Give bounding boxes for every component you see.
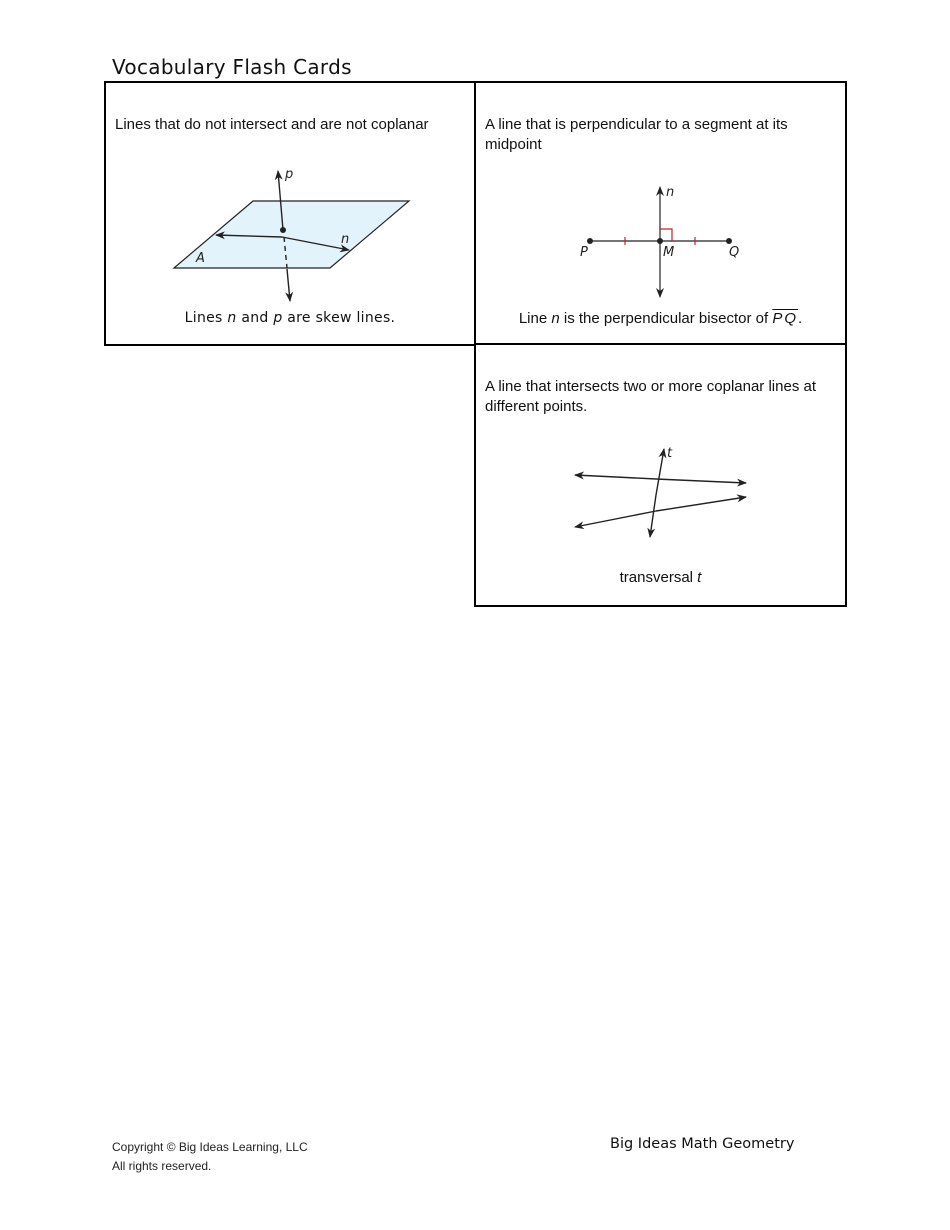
label-p: P xyxy=(580,245,588,260)
plane-a xyxy=(174,201,409,268)
flash-card-skew-lines xyxy=(104,81,476,346)
label-plane-a: A xyxy=(196,251,205,266)
caption-text-1: Line xyxy=(518,310,552,327)
rights-text: All rights reserved. xyxy=(112,1159,212,1173)
line-t-down xyxy=(650,495,656,537)
label-p: p xyxy=(285,167,294,182)
label-n: n xyxy=(666,185,675,200)
copyright-text: Copyright © Big Ideas Learning, LLC xyxy=(112,1140,308,1154)
line-t-up xyxy=(656,449,664,495)
skew-lines-diagram xyxy=(106,83,474,344)
caption-text-2: and xyxy=(236,310,274,326)
caption-text-3: are skew lines. xyxy=(282,310,396,326)
flash-card-perpendicular-bisector xyxy=(474,81,847,346)
line-p-lower xyxy=(287,269,290,301)
caption-var-p: p xyxy=(273,310,283,326)
definition-perpendicular-bisector: A line that is perpendicular to a segment at its midpoint xyxy=(485,116,788,153)
perpendicular-bisector-diagram xyxy=(476,83,845,344)
footer-copyright xyxy=(112,1138,308,1176)
caption-text-1: Lines xyxy=(184,310,228,326)
caption-text-3: . xyxy=(798,310,803,327)
transversal-diagram xyxy=(476,345,845,605)
caption-skew-lines xyxy=(106,310,474,326)
point-q xyxy=(726,238,732,244)
label-t: t xyxy=(667,446,673,461)
footer-book-title: Big Ideas Math Geometry xyxy=(610,1136,795,1152)
definition-transversal: A line that intersects two or more coplanar lines at different points. xyxy=(485,378,816,415)
caption-transversal xyxy=(476,569,845,586)
line-bottom-right xyxy=(656,497,746,511)
point-p xyxy=(587,238,593,244)
caption-perpendicular-bisector xyxy=(476,310,845,327)
caption-text-2: is the perpendicular bisector of xyxy=(559,310,773,327)
line-top-left xyxy=(575,475,656,479)
label-q: Q xyxy=(729,245,740,260)
definition-skew-lines: Lines that do not intersect and are not coplanar xyxy=(115,116,429,133)
point-intersection-p xyxy=(280,227,286,233)
caption-var-t: t xyxy=(697,569,702,586)
point-m xyxy=(657,238,663,244)
caption-var-n: n xyxy=(551,310,560,327)
caption-segment-pq: $\overline{PQ}$ xyxy=(772,310,798,327)
label-m: M xyxy=(663,245,675,260)
label-n: n xyxy=(341,232,350,247)
flash-card-transversal xyxy=(474,343,847,607)
page-title: Vocabulary Flash Cards xyxy=(112,55,352,79)
caption-var-n: n xyxy=(227,310,237,326)
line-bottom-left xyxy=(575,511,656,527)
line-top-right xyxy=(656,479,746,483)
caption-text: transversal xyxy=(619,569,698,586)
